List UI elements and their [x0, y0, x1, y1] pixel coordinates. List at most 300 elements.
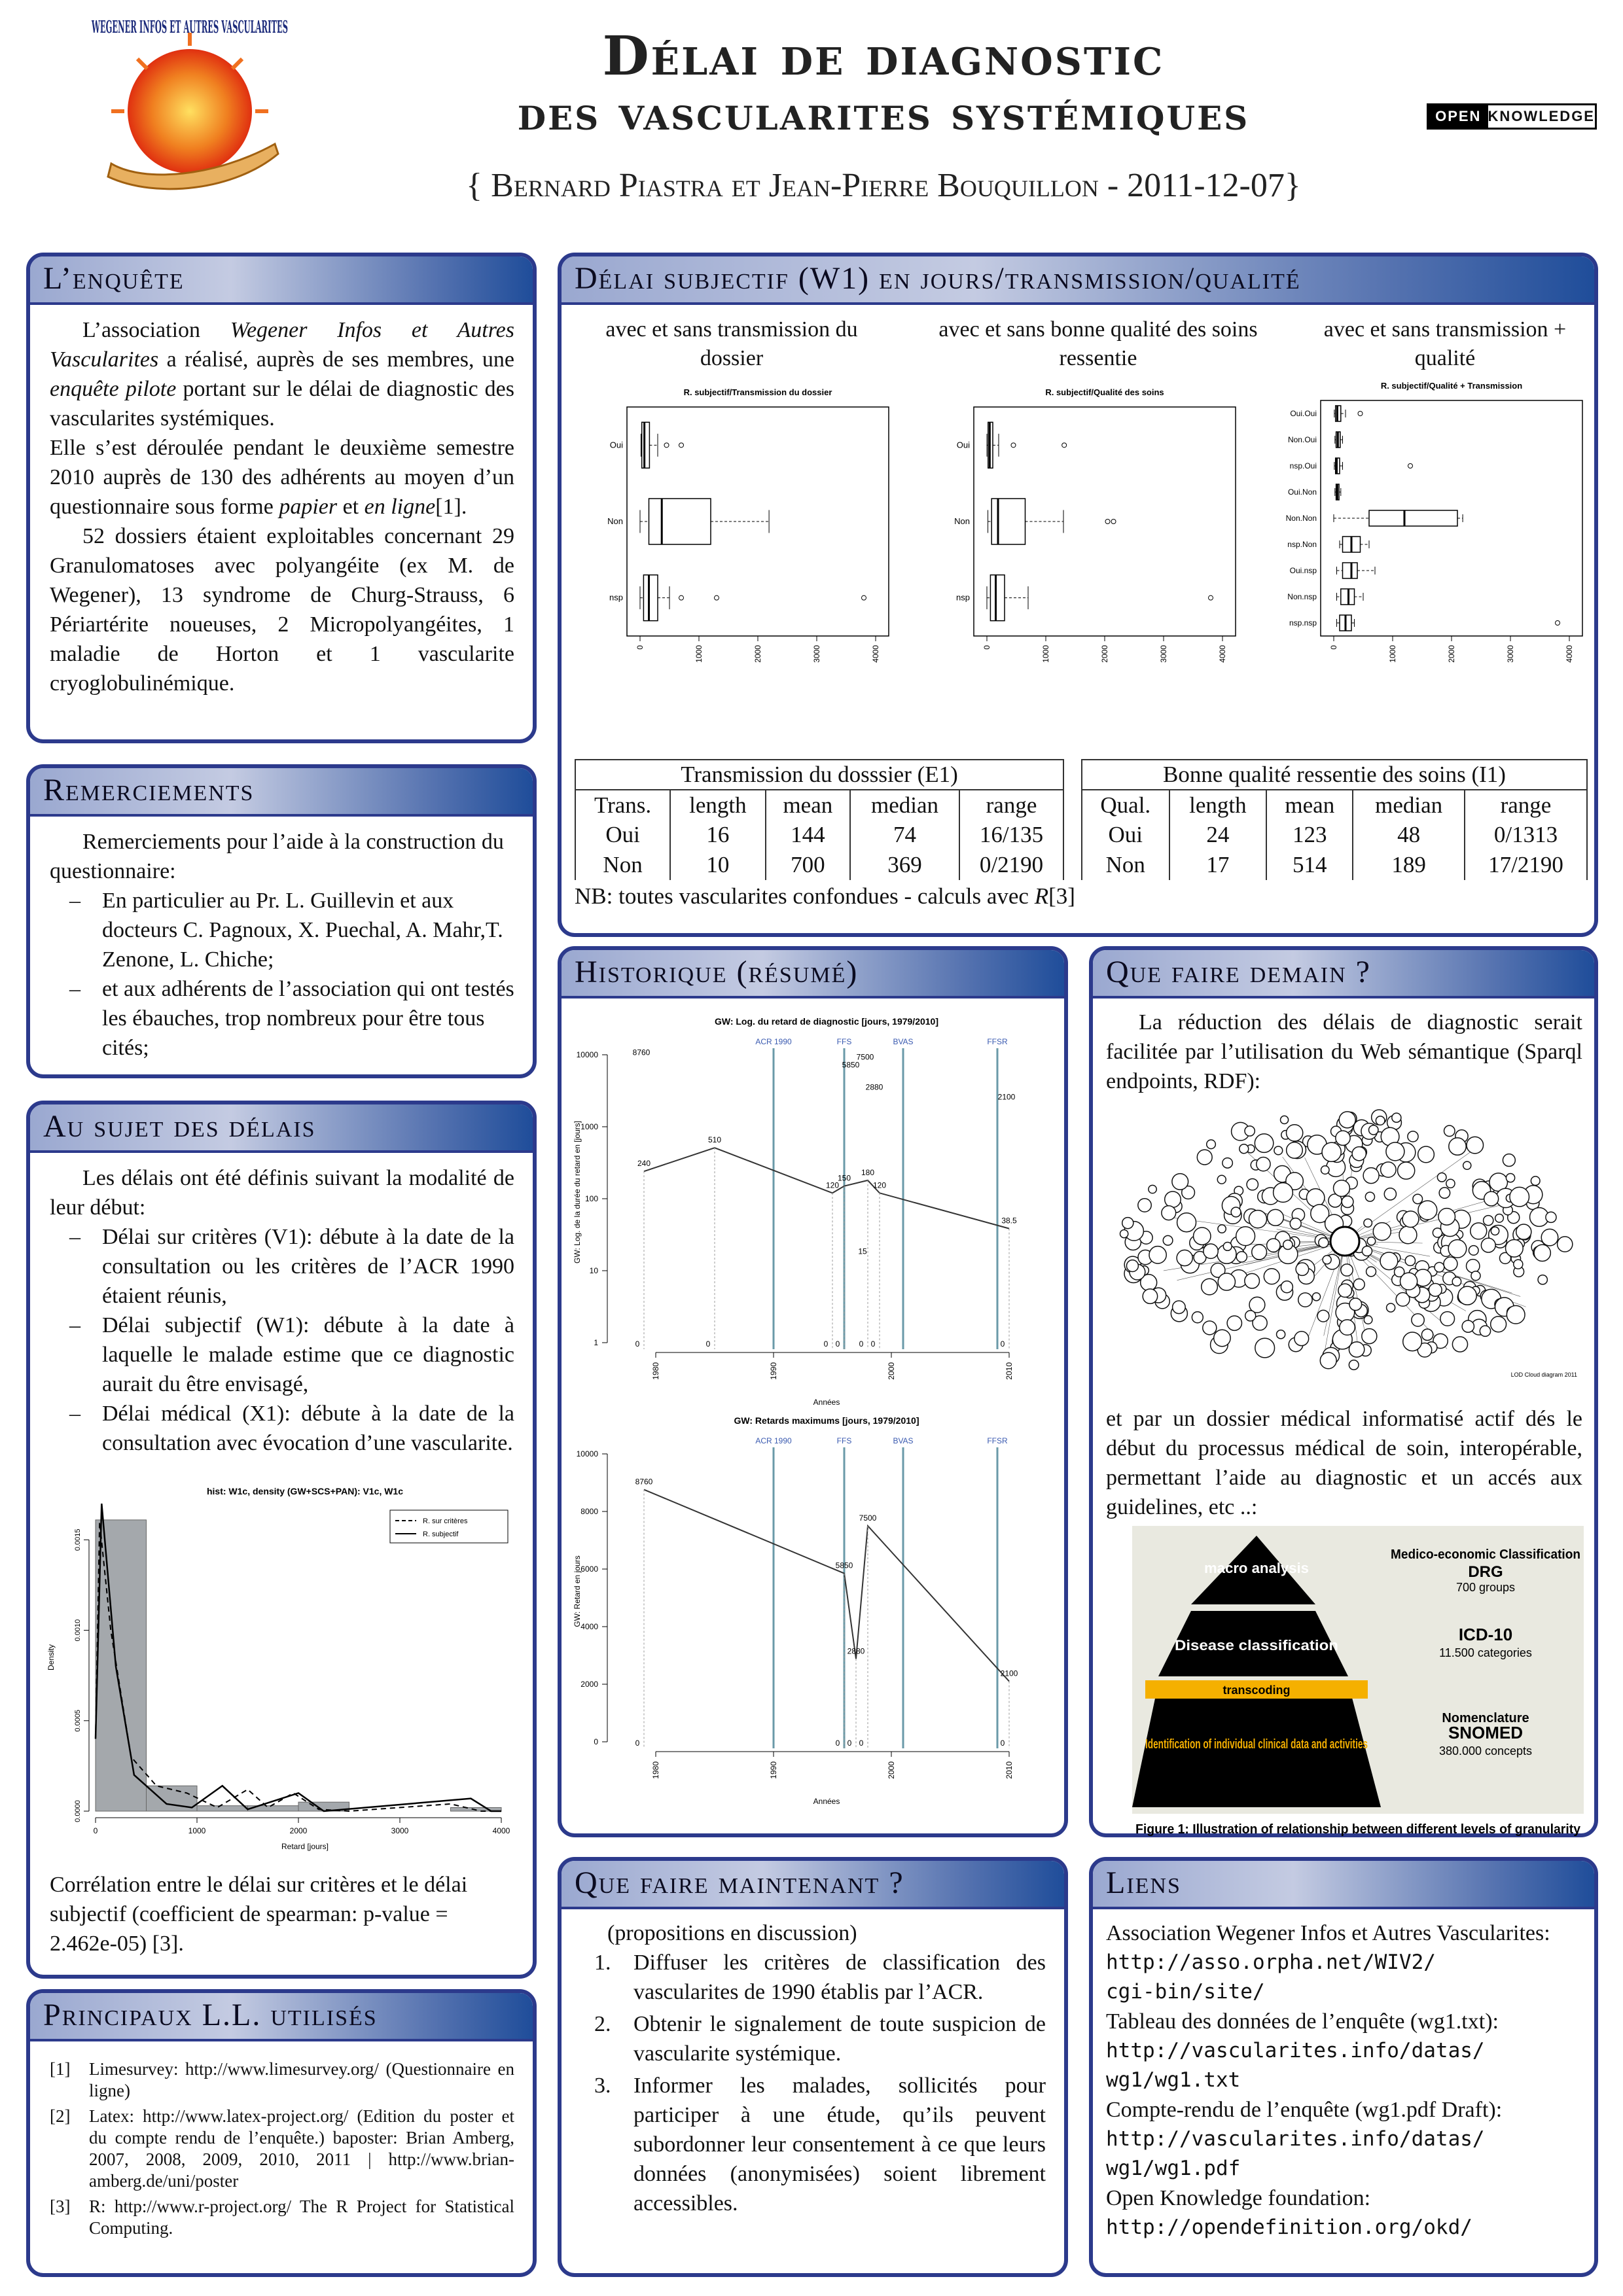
- lod-node: [1452, 1337, 1467, 1352]
- lod-node: [1444, 1257, 1457, 1271]
- lod-node: [1387, 1303, 1395, 1312]
- lod-node: [1218, 1225, 1226, 1233]
- link-data[interactable]: http://vascularites.info/datas/ wg1/wg1.txt: [1106, 2039, 1485, 2092]
- density-subjectif: [96, 1504, 501, 1811]
- lod-node: [1172, 1174, 1188, 1190]
- category-label: Non.nsp: [1287, 592, 1317, 601]
- table-row: Oui 24 123 48 0/1313: [1082, 820, 1587, 850]
- lod-node: [1202, 1279, 1218, 1295]
- lod-node: [1287, 1125, 1303, 1141]
- zero-label: 0: [835, 1339, 840, 1349]
- lod-node: [1462, 1320, 1474, 1332]
- lod-node: [1240, 1144, 1249, 1154]
- event-label: FFS: [836, 1037, 852, 1046]
- lod-node: [1138, 1199, 1151, 1212]
- svg-text:SNOMED: SNOMED: [1448, 1723, 1524, 1742]
- svg-text:DRG: DRG: [1468, 1563, 1503, 1581]
- w1-col3-label: avec et sans transmission + qualité: [1323, 317, 1567, 370]
- lod-node: [1349, 1298, 1362, 1311]
- lod-node: [1463, 1161, 1471, 1169]
- lod-node: [1236, 1252, 1247, 1262]
- data-label: 5850: [835, 1561, 853, 1570]
- svg-text:transcoding: transcoding: [1222, 1684, 1291, 1697]
- w1-title: Délai subjectif (W1) en jours/transmission/qualité: [562, 256, 1594, 305]
- lod-node: [1506, 1239, 1524, 1257]
- lod-node: [1290, 1218, 1301, 1229]
- lod-node: [1252, 1245, 1267, 1260]
- lod-node: [1418, 1201, 1437, 1220]
- lod-node: [1340, 1320, 1355, 1335]
- badge-knowledge: KNOWLEDGE: [1488, 108, 1595, 124]
- demain-panel: [1089, 946, 1598, 1837]
- density-criteres: [96, 1522, 501, 1811]
- legend-label: R. subjectif: [423, 1530, 459, 1538]
- w1-note: NB: toutes vascularites confondues - calculs avec R[3]: [575, 883, 1075, 909]
- w1-col1-label: avec et sans transmission du dossier: [605, 317, 858, 370]
- title-line-1: Délai de diagnostic: [602, 25, 1165, 88]
- ref-item: [3] R: http://www.r-project.org/ The R Project for Statistical Computing.: [50, 2197, 514, 2238]
- chart-title: R. subjectif/Qualité des soins: [1045, 387, 1164, 397]
- historique-title: Historique (résumé): [562, 950, 1064, 998]
- lod-node: [1364, 1219, 1372, 1227]
- lod-node: [1231, 1207, 1241, 1217]
- y-tick-label: 1: [594, 1338, 598, 1347]
- enquete-body: L’association Wegener Infos et Autres Vascularites a réalisé, auprès de ses membres, une enquête pilote portant sur le délai de diagnostic des vascularites systémiques. Elle s’est déroulée pendant le deuxième semestre 2010 auprès de 130 des adhérents au moyen d’un questionnaire sous forme papier et en ligne[1]. 52 dossiers étaient exploitables concernant 29 Granulomatoses avec polyangéite (ex M. de Wegener), 13 syndrome de Churg-Strauss, 6 Périartérite noueuses, 2 Micropolyangéites, 1 maladie de Horton et 1 vascularite cryoglobulinémique.: [50, 318, 515, 696]
- lod-node: [1506, 1173, 1514, 1182]
- lod-node: [1446, 1179, 1455, 1188]
- x-axis-label: Années: [813, 1797, 840, 1806]
- lod-node: [1398, 1162, 1415, 1179]
- category-label: nsp.Non: [1287, 540, 1317, 549]
- x-tick-label: 2000: [1447, 645, 1456, 663]
- lod-node: [1531, 1176, 1540, 1186]
- link-okd[interactable]: http://opendefinition.org/okd/: [1106, 2216, 1472, 2239]
- lod-node: [1267, 1239, 1280, 1252]
- lod-node: [1435, 1262, 1444, 1272]
- data-label: 180: [861, 1167, 875, 1177]
- lod-node: [1381, 1162, 1396, 1177]
- table-caption: Bonne qualité ressentie des soins (I1): [1082, 760, 1587, 790]
- lod-node: [1317, 1310, 1329, 1322]
- box: [1369, 510, 1457, 526]
- outlier-point: [1111, 520, 1116, 524]
- lod-node: [1249, 1210, 1266, 1228]
- zero-label: 0: [635, 1339, 640, 1349]
- open-knowledge-badge: [1427, 103, 1597, 130]
- x-tick-label: 4000: [1565, 645, 1574, 663]
- lod-node: [1352, 1147, 1366, 1161]
- y-tick-label: 0: [594, 1737, 598, 1746]
- lod-node: [1281, 1281, 1293, 1293]
- lod-node: [1274, 1146, 1283, 1155]
- lod-node: [1274, 1183, 1293, 1203]
- lod-node: [1294, 1332, 1309, 1346]
- lod-node: [1452, 1277, 1461, 1286]
- delais-conclusion: Corrélation entre le délai sur critères et le délai subjectif (coefficient de spearman: p-value = 2.462e-05) [3].: [50, 1873, 468, 1956]
- y-tick-label: 10000: [576, 1050, 598, 1059]
- lod-node: [1173, 1301, 1186, 1314]
- delais-title: Au sujet des délais: [30, 1104, 533, 1153]
- y-tick-label: 1000: [580, 1122, 598, 1131]
- lod-node: [1149, 1185, 1156, 1193]
- lod-node: [1341, 1264, 1353, 1276]
- ll-title: Principaux L.L. utilisés: [30, 1993, 533, 2041]
- lod-node: [1320, 1352, 1336, 1369]
- lod-node: [1298, 1293, 1312, 1307]
- svg-text:Identification of individual c: Identification of individual clinical data and activities: [1145, 1737, 1368, 1752]
- x-tick-label: 0: [982, 645, 991, 650]
- list-item: 2. Obtenir le signalement de toute suspicion de vascularite systémique.: [594, 2012, 1046, 2066]
- enquete-title: L’enquête: [30, 256, 533, 305]
- category-label: nsp: [956, 592, 970, 603]
- extra-label: 2880: [865, 1082, 883, 1092]
- lod-node: [1319, 1238, 1329, 1248]
- maintenant-title: Que faire maintenant ?: [562, 1861, 1064, 1909]
- extra-label: 8760: [632, 1048, 651, 1057]
- remerciements-panel: [26, 764, 537, 1078]
- lod-node: [1217, 1175, 1226, 1184]
- lod-node: [1402, 1211, 1419, 1227]
- lod-node: [1336, 1131, 1350, 1145]
- outlier-point: [664, 443, 669, 448]
- data-label: 120: [825, 1180, 840, 1190]
- lod-node: [1223, 1242, 1232, 1250]
- lod-node: [1227, 1316, 1241, 1330]
- data-label: 38.5: [1001, 1216, 1017, 1226]
- svg-text:Nomenclature: Nomenclature: [1442, 1711, 1529, 1725]
- lod-node: [1339, 1112, 1355, 1128]
- box: [642, 422, 650, 468]
- lod-node: [1363, 1168, 1379, 1184]
- x-tick-label: 1000: [188, 1826, 206, 1835]
- data-label: 240: [637, 1159, 651, 1169]
- table-row: Non 17 514 189 17/2190: [1082, 850, 1587, 880]
- lod-node: [1312, 1293, 1320, 1301]
- x-tick-label: 3000: [812, 645, 821, 663]
- list-item: 1. Diffuser les critères de classification des vascularites de 1990 établis par l’ACR.: [594, 1951, 1046, 2004]
- zero-label: 0: [835, 1739, 840, 1748]
- outlier-point: [715, 595, 719, 600]
- event-label: BVAS: [893, 1436, 914, 1445]
- svg-text:Disease classification: Disease classification: [1175, 1637, 1338, 1653]
- y-tick-label: 0.0015: [74, 1528, 82, 1551]
- lod-node: [1516, 1224, 1531, 1239]
- lod-node: [1481, 1238, 1495, 1252]
- extra-label: 5850: [842, 1060, 860, 1070]
- box: [649, 499, 711, 544]
- ll-panel: [26, 1989, 537, 2277]
- list-item: – Délai subjectif (W1): débute à la date à laquelle le malade estime que ce diagnostic aurait du être envisagé,: [50, 1311, 514, 1399]
- lod-node: [1323, 1256, 1331, 1264]
- lod-node: [1403, 1332, 1422, 1351]
- w1-col2-label: avec et sans bonne qualité des soins ressentie: [938, 317, 1258, 370]
- lod-node: [1444, 1125, 1455, 1136]
- lod-node: [1122, 1218, 1133, 1229]
- lod-node: [1384, 1188, 1396, 1200]
- lod-node: [1491, 1227, 1499, 1235]
- log-delay-chart: [568, 1009, 1059, 1415]
- lod-node: [1257, 1157, 1270, 1171]
- outlier-point: [679, 443, 684, 448]
- lod-node: [1268, 1209, 1284, 1226]
- outlier-point: [1062, 443, 1067, 448]
- svg-text:380.000 concepts: 380.000 concepts: [1438, 1744, 1533, 1757]
- lod-node: [1214, 1330, 1230, 1346]
- lod-node: [1245, 1311, 1256, 1321]
- category-label: Non: [607, 516, 623, 526]
- histogram-chart: [43, 1484, 527, 1857]
- category-label: Non.Oui: [1287, 435, 1317, 444]
- lod-node: [1392, 1113, 1401, 1122]
- granularity-pyramid: [1132, 1526, 1584, 1840]
- list-item: 3. Informer les malades, sollicités pour participer à une étude, qu’ils peuvent subordonner leur consentement à ce que leurs données (anonymisées) soient librement accessibles.: [594, 2074, 1046, 2216]
- lod-node: [1245, 1126, 1255, 1136]
- histogram-bar: [96, 1520, 147, 1811]
- historique-panel: [558, 946, 1068, 1837]
- lod-node: [1245, 1273, 1260, 1288]
- lod-credit: LOD Cloud diagram 2011: [1510, 1371, 1577, 1378]
- lod-node: [1165, 1192, 1181, 1207]
- lod-node: [1534, 1245, 1550, 1261]
- lod-node: [1194, 1227, 1211, 1245]
- x-tick-label: 4000: [492, 1826, 510, 1835]
- x-tick-label: 2000: [887, 1362, 896, 1380]
- lod-node: [1120, 1229, 1128, 1237]
- lod-node: [1413, 1194, 1423, 1204]
- y-tick-label: 0.0010: [74, 1619, 82, 1642]
- lod-node: [1449, 1138, 1466, 1155]
- outlier-point: [1408, 464, 1413, 468]
- demain-p2: et par un dossier médical informatisé actif dés le début du processus médical de soin, interopérable, permettant l’aide au diagnostic et un accés aux guidelines, etc ..:: [1106, 1407, 1582, 1519]
- demain-p1: La réduction des délais de diagnostic serait facilitée par l’utilisation du Web sémantique (Sparql endpoints, RDF):: [1106, 1010, 1582, 1093]
- lod-node: [1507, 1305, 1525, 1324]
- lod-node: [1296, 1263, 1309, 1276]
- data-label: 2100: [1000, 1669, 1018, 1678]
- lod-node: [1204, 1244, 1218, 1258]
- zero-label: 0: [859, 1739, 864, 1748]
- list-item: – Délai sur critères (V1): débute à la date de la consultation ou les critères de l’ACR 1990 étaient réunis,: [50, 1222, 514, 1311]
- lod-node: [1218, 1273, 1235, 1290]
- series-line: [644, 1490, 1009, 1682]
- y-tick-label: 10000: [576, 1449, 598, 1458]
- x-tick-label: 2010: [1005, 1761, 1014, 1779]
- lod-node: [1197, 1150, 1212, 1165]
- svg-text:Figure 1: Illustration of rela: Figure 1: Illustration of relationship between different levels of granularity: [1135, 1822, 1581, 1837]
- ref-item: [1] Limesurvey: http://www.limesurvey.org/ (Questionnaire en ligne): [50, 2059, 514, 2100]
- lod-node: [1222, 1158, 1232, 1168]
- boxplot-qualite: [928, 381, 1242, 682]
- x-tick-label: 1990: [769, 1362, 778, 1380]
- lod-node: [1322, 1142, 1341, 1161]
- zero-label: 0: [1000, 1339, 1005, 1349]
- zero-label: 0: [847, 1739, 852, 1748]
- lod-node: [1405, 1256, 1415, 1265]
- lod-node: [1438, 1209, 1455, 1226]
- lod-node: [1418, 1146, 1435, 1163]
- ll-refs: [50, 2058, 514, 2243]
- data-label: 510: [707, 1135, 722, 1145]
- lod-node: [1362, 1329, 1377, 1344]
- extra-label: 7500: [856, 1052, 874, 1062]
- lod-node: [1192, 1312, 1203, 1323]
- svg-text:Medico-economic Classification: Medico-economic Classification: [1391, 1547, 1580, 1562]
- liens-title: Liens: [1093, 1861, 1594, 1909]
- y-tick-label: 10: [589, 1266, 598, 1275]
- lod-node: [1399, 1226, 1417, 1244]
- y-tick-label: 8000: [580, 1507, 598, 1516]
- ref-item: [2] Latex: http://www.latex-project.org/ (Edition du poster et du compte rendu de l’enquête.) baposter: Brian Amberg, 2007, 2008, 2009, 2010, 2011 | http://www.brian-amberg.de/uni/poster: [50, 2106, 514, 2191]
- x-axis-label: Retard [jours]: [281, 1842, 329, 1851]
- svg-text:WEGENER INFOS ET AUTRES VASCUL: WEGENER INFOS ET AUTRES VASCULARITES: [91, 18, 288, 37]
- lod-node: [1439, 1188, 1450, 1198]
- lod-node: [1380, 1252, 1398, 1270]
- lod-node: [1471, 1223, 1487, 1239]
- lod-node: [1558, 1237, 1573, 1252]
- lod-node: [1421, 1329, 1433, 1340]
- chart-title: hist: W1c, density (GW+SCS+PAN): V1c, W1c: [206, 1486, 404, 1496]
- lod-node: [1255, 1338, 1275, 1358]
- lod-node: [1306, 1189, 1324, 1207]
- x-tick-label: 1000: [1041, 645, 1050, 663]
- lod-node: [1546, 1212, 1556, 1222]
- lod-node: [1376, 1116, 1385, 1125]
- demain-title: Que faire demain ?: [1093, 950, 1594, 998]
- x-tick-label: 2000: [887, 1761, 896, 1779]
- lod-node: [1495, 1214, 1504, 1222]
- event-label: ACR 1990: [755, 1037, 792, 1046]
- y-tick-label: 2000: [580, 1680, 598, 1689]
- lod-node: [1373, 1223, 1391, 1241]
- svg-text:macro analysis: macro analysis: [1204, 1560, 1309, 1576]
- list-item: – Délai médical (X1): débute à la date de la consultation avec évocation d’une vascularite.: [50, 1399, 514, 1458]
- lod-node: [1484, 1216, 1493, 1226]
- x-tick-label: 1000: [694, 645, 704, 663]
- lod-node: [1143, 1289, 1157, 1303]
- x-tick-label: 1980: [651, 1362, 660, 1380]
- zero-label: 0: [1000, 1739, 1005, 1748]
- remerciements-title: Remerciements: [30, 768, 533, 817]
- box: [1343, 563, 1358, 578]
- liens-panel: [1089, 1857, 1598, 2277]
- box: [643, 575, 658, 621]
- lod-node: [1362, 1246, 1372, 1256]
- lod-hub: [1330, 1227, 1359, 1256]
- data-label: 2880: [847, 1646, 865, 1656]
- lod-node: [1458, 1286, 1476, 1305]
- lod-node: [1471, 1271, 1480, 1280]
- box: [991, 499, 1025, 544]
- lod-node: [1408, 1131, 1418, 1142]
- event-label: ACR 1990: [755, 1436, 792, 1445]
- category-label: nsp: [609, 592, 623, 603]
- x-tick-label: 4000: [871, 645, 880, 663]
- lod-node: [1177, 1213, 1196, 1232]
- lod-node: [1338, 1284, 1352, 1298]
- link-asso[interactable]: http://asso.orpha.net/WIV2/ cgi-bin/site/: [1106, 1951, 1436, 2004]
- chart-title: GW: Retards maximums [jours, 1979/2010]: [734, 1415, 919, 1426]
- lod-node: [1400, 1273, 1417, 1290]
- category-label: nsp.Oui: [1289, 461, 1317, 470]
- x-tick-label: 3000: [1506, 645, 1515, 663]
- y-tick-label: 0.0000: [74, 1800, 82, 1822]
- poster-title: [262, 26, 1505, 205]
- delais-body: Les délais ont été définis suivant la modalité de leur début: – Délai sur critères (V1): débute à la date de la consultation ou les critères de l’ACR 1990 étaient réunis, – Délai subjectif (W1): débute à la date à laquelle le malade estime que ce diagnostic aurait du être envisagé, – Délai médical (X1): débute à la date de la consultation avec évocation d’une vascularite.: [50, 1163, 514, 1458]
- x-tick-label: 1000: [1388, 645, 1397, 663]
- chart-title: R. subjectif/Transmission du dossier: [683, 387, 832, 397]
- table-qualite: Bonne qualité ressentie des soins (I1) Qual. length mean median range Oui 24 123 48 0/1313 Non 17 514 189 17/2190: [1081, 759, 1588, 880]
- lod-node: [1321, 1166, 1330, 1174]
- maintenant-panel: [558, 1857, 1068, 2277]
- lod-node: [1334, 1180, 1350, 1197]
- lod-node: [1236, 1227, 1255, 1246]
- x-tick-label: 3000: [391, 1826, 409, 1835]
- category-label: Oui: [609, 440, 623, 450]
- link-report[interactable]: http://vascularites.info/datas/ wg1/wg1.pdf: [1106, 2127, 1485, 2180]
- lod-node: [1510, 1187, 1529, 1207]
- lod-node: [1281, 1116, 1289, 1123]
- x-tick-label: 2000: [289, 1826, 308, 1835]
- category-label: nsp.nsp: [1289, 618, 1317, 627]
- enquete-panel: [26, 253, 537, 743]
- boxplot-transmission: [581, 381, 895, 682]
- delais-panel: [26, 1101, 537, 1979]
- lod-node: [1503, 1154, 1515, 1167]
- lod-node: [1247, 1179, 1258, 1190]
- x-tick-label: 0: [1329, 645, 1338, 650]
- event-label: FFS: [836, 1436, 852, 1445]
- y-tick-label: 0.0005: [74, 1709, 82, 1732]
- legend-label: R. sur critères: [423, 1517, 468, 1525]
- maintenant-body: (propositions en discussion) 1. Diffuser les critères de classification des vascularites de 1990 établis par l’ACR. 2. Obtenir le signalement de toute suspicion de vascularite systémique. 3. Informer les malades, sollicités pour participer à une étude, qu’ils peuvent subordonner leur consentement à ce que leurs données (anonymisées) soient librement accessibles.: [581, 1918, 1046, 2221]
- box: [990, 575, 1005, 621]
- x-tick-label: 4000: [1218, 645, 1227, 663]
- lod-node: [1342, 1196, 1353, 1208]
- lod-node: [1349, 1360, 1359, 1370]
- lod-node: [1207, 1140, 1216, 1149]
- lod-node: [1448, 1240, 1467, 1258]
- outlier-point: [679, 595, 684, 600]
- table-transmission: Transmission du dosssier (E1) Trans. length mean median range Oui 16 144 74 16/135 Non 10 700 369 0/2190: [575, 759, 1064, 880]
- lod-node: [1412, 1314, 1424, 1326]
- category-label: Non.Non: [1285, 514, 1317, 523]
- lod-node: [1469, 1246, 1478, 1256]
- svg-text:11.500 categories: 11.500 categories: [1439, 1646, 1532, 1659]
- x-axis-label: Années: [813, 1398, 840, 1407]
- event-label: BVAS: [893, 1037, 914, 1046]
- zero-label: 0: [823, 1339, 829, 1349]
- category-label: Oui.nsp: [1289, 566, 1317, 575]
- y-tick-label: 100: [584, 1194, 598, 1203]
- x-tick-label: 2000: [753, 645, 762, 663]
- lod-node: [1538, 1275, 1547, 1284]
- svg-text:700 groups: 700 groups: [1455, 1581, 1516, 1594]
- liens-body: Association Wegener Infos et Autres Vascularites: http://asso.orpha.net/WIV2/ cgi-bin/site/ Tableau des données de l’enquête (wg1.txt): http://vascularites.info/datas/ wg1/wg1.txt Compte-rendu de l’enquête (wg1.pdf Draft): http://vascularites.info/datas/ wg1/wg1.pdf Open Knowledge foundation: http://opendefinition.org/okd/: [1106, 1918, 1576, 2242]
- lod-node: [1440, 1312, 1455, 1326]
- remerciements-body: Remerciements pour l’aide à la construction du questionnaire: – En particulier au Pr. L. Guillevin et aux docteurs C. Pagnoux, X. Puechal, A. Mahr,T. Zenone, L. Chiche; – et aux adhérents de l’association qui ont testés les ébauches, trop nombreux pour être tous cités;: [50, 827, 514, 1063]
- chart-title: R. subjectif/Qualité + Transmission: [1380, 381, 1523, 391]
- data-label: 7500: [859, 1513, 877, 1523]
- lod-node: [1287, 1142, 1303, 1159]
- data-label: 120: [872, 1180, 887, 1190]
- w1-panel: [558, 253, 1598, 937]
- x-tick-label: 3000: [1159, 645, 1168, 663]
- category-label: Oui.Oui: [1290, 409, 1317, 418]
- lod-node: [1264, 1269, 1279, 1284]
- lod-node: [1149, 1246, 1166, 1263]
- lod-node: [1163, 1235, 1173, 1245]
- sun-icon: [111, 33, 268, 173]
- lod-node: [1177, 1250, 1192, 1265]
